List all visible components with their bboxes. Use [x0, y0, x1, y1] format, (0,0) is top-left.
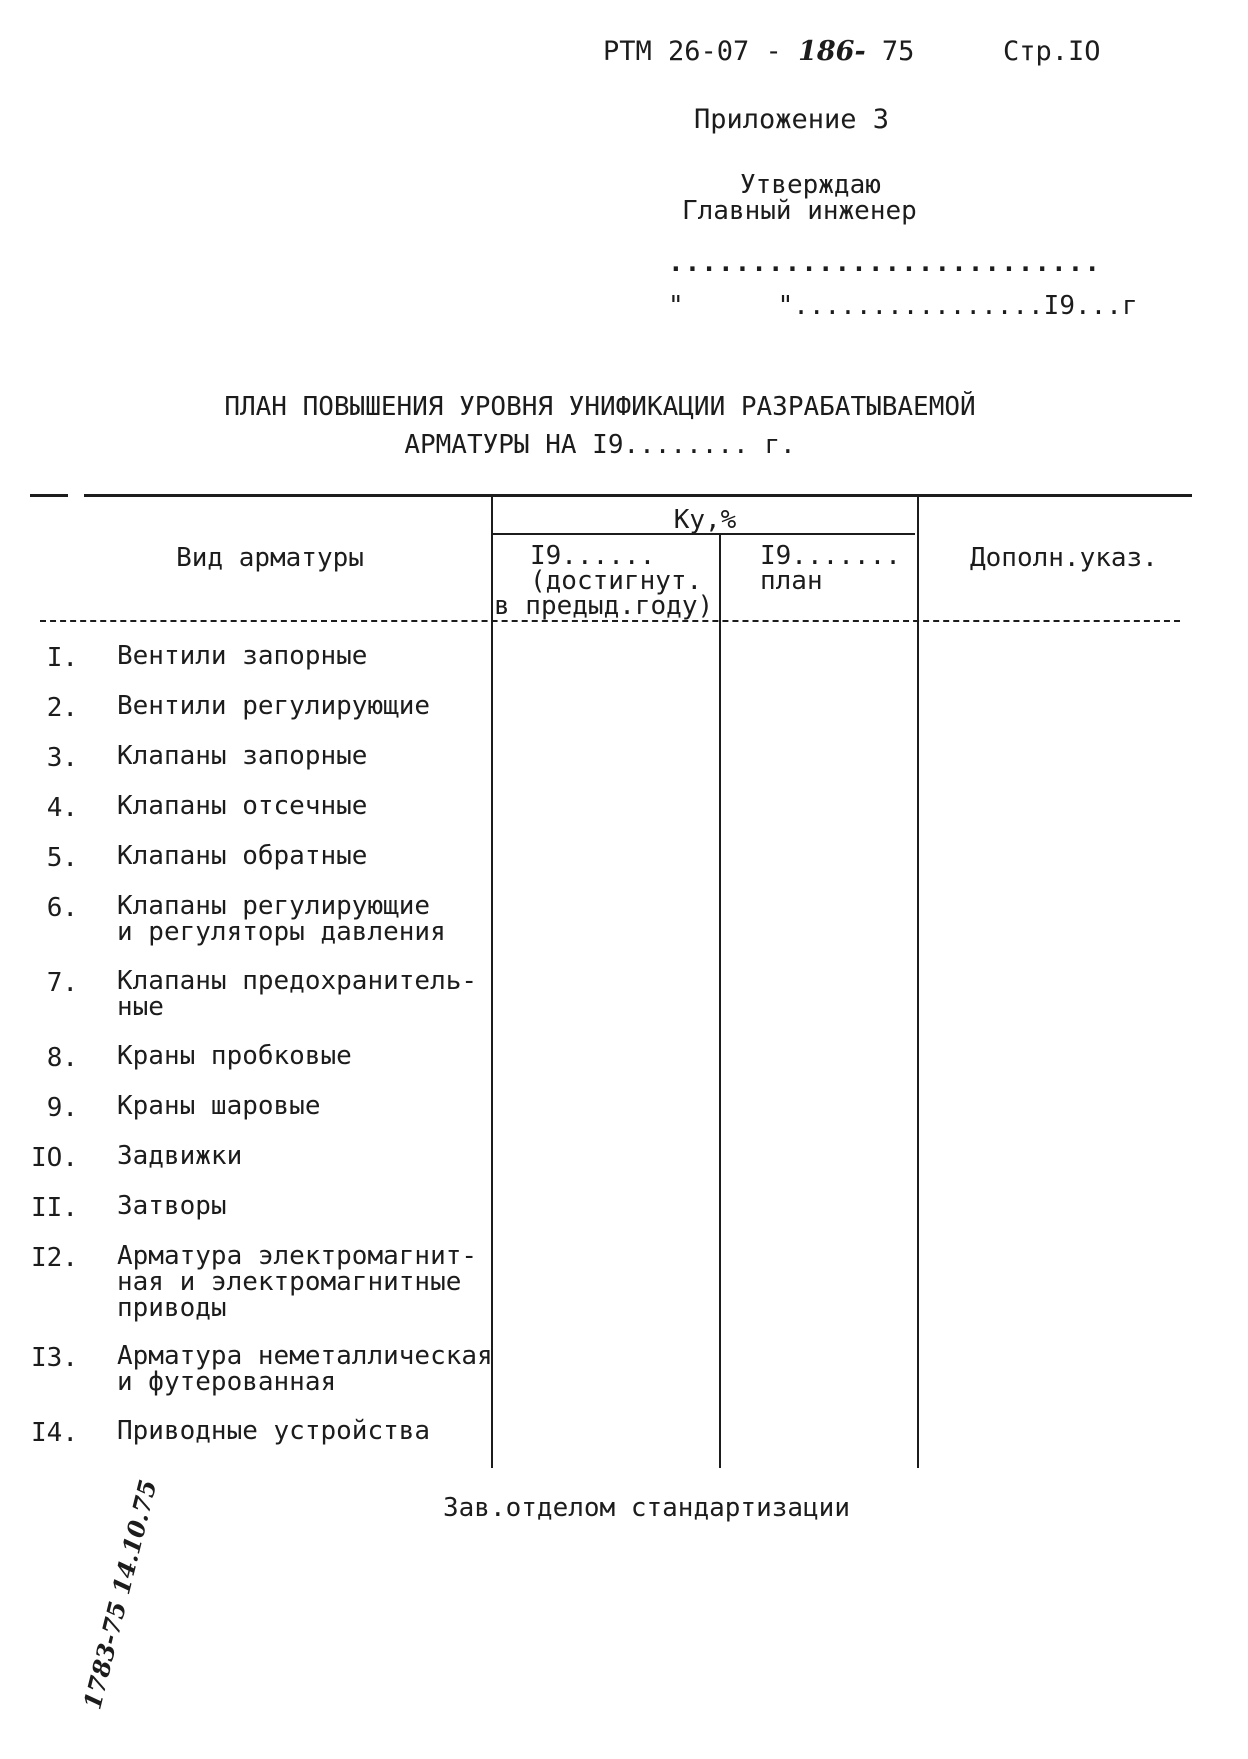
row-number: 6.	[46, 893, 78, 923]
document-title-line2: АРМАТУРЫ НА I9........ г.	[404, 430, 796, 460]
row-label: Клапаны обратные	[117, 841, 368, 871]
plan-year: I9.......	[760, 541, 901, 571]
row-label: Краны шаровые	[117, 1091, 321, 1121]
row-number: 2.	[46, 693, 78, 723]
document-title-line1: ПЛАН ПОВЫШЕНИЯ УРОВНЯ УНИФИКАЦИИ РАЗРАБАТЫВАЕМОЙ	[224, 392, 976, 422]
signature-line: ..........................	[668, 248, 1101, 278]
column-divider-1	[491, 496, 493, 1468]
column-divider-2	[719, 534, 721, 1468]
column-header-ku: Ку,%	[673, 505, 737, 535]
row-label: Арматура неметаллическая и футерованная	[117, 1341, 493, 1397]
row-number: 3.	[46, 743, 78, 773]
row-number: I2.	[31, 1243, 78, 1273]
approval-position: Главный инженер	[682, 196, 917, 226]
column-header-type: Вид арматуры	[176, 543, 364, 573]
row-number: 7.	[46, 968, 78, 998]
row-label: Клапаны отсечные	[117, 791, 368, 821]
row-label: Клапаны регулирующие и регуляторы давления	[117, 891, 446, 947]
row-number: 4.	[46, 793, 78, 823]
row-number: 5.	[46, 843, 78, 873]
row-number: 8.	[46, 1043, 78, 1073]
doc-code-handwritten-number: 186-	[798, 36, 866, 67]
column-header-extra: Дополн.указ.	[970, 543, 1158, 573]
plan-label: план	[760, 566, 823, 596]
achieved-label: (достигнут.	[530, 566, 703, 596]
row-number: I.	[46, 643, 78, 673]
doc-code	[603, 36, 914, 67]
row-label: Приводные устройства	[117, 1416, 431, 1446]
row-label: Клапаны предохранитель- ные	[117, 966, 478, 1022]
row-number: IO.	[31, 1143, 78, 1173]
column-divider-3	[917, 496, 919, 1468]
row-number: I3.	[31, 1343, 78, 1373]
achieved-sub-label: в предыд.году)	[494, 591, 714, 621]
appendix-label: Приложение 3	[694, 104, 890, 135]
row-label: Клапаны запорные	[117, 741, 368, 771]
approval-date-line: " "................I9...г	[668, 291, 1138, 321]
row-number: I4.	[31, 1418, 78, 1448]
signatory-title: Зав.отделом стандартизации	[443, 1493, 850, 1523]
achieved-year: I9......	[530, 541, 656, 571]
row-label: Вентили запорные	[117, 641, 368, 671]
approval-title: Утверждаю	[740, 170, 881, 200]
row-number: 9.	[46, 1093, 78, 1123]
table-top-rule	[84, 494, 1192, 497]
table-top-rule-left	[30, 494, 68, 497]
row-label: Арматура электромагнит- ная и электромагнитные приводы	[117, 1241, 478, 1323]
row-label: Задвижки	[117, 1141, 243, 1171]
row-label: Затворы	[117, 1191, 227, 1221]
row-label: Краны пробковые	[117, 1041, 352, 1071]
doc-code-suffix: 75	[881, 36, 915, 67]
doc-code-prefix: РТМ 26-07 -	[603, 36, 782, 67]
handwritten-margin-note: 1783-75 14.10.75	[77, 1476, 163, 1713]
column-header-plan	[760, 541, 901, 596]
row-label: Вентили регулирующие	[117, 691, 431, 721]
column-header-achieved	[530, 541, 703, 596]
page-number: Стр.IO	[1003, 36, 1101, 67]
row-number: II.	[31, 1193, 78, 1223]
